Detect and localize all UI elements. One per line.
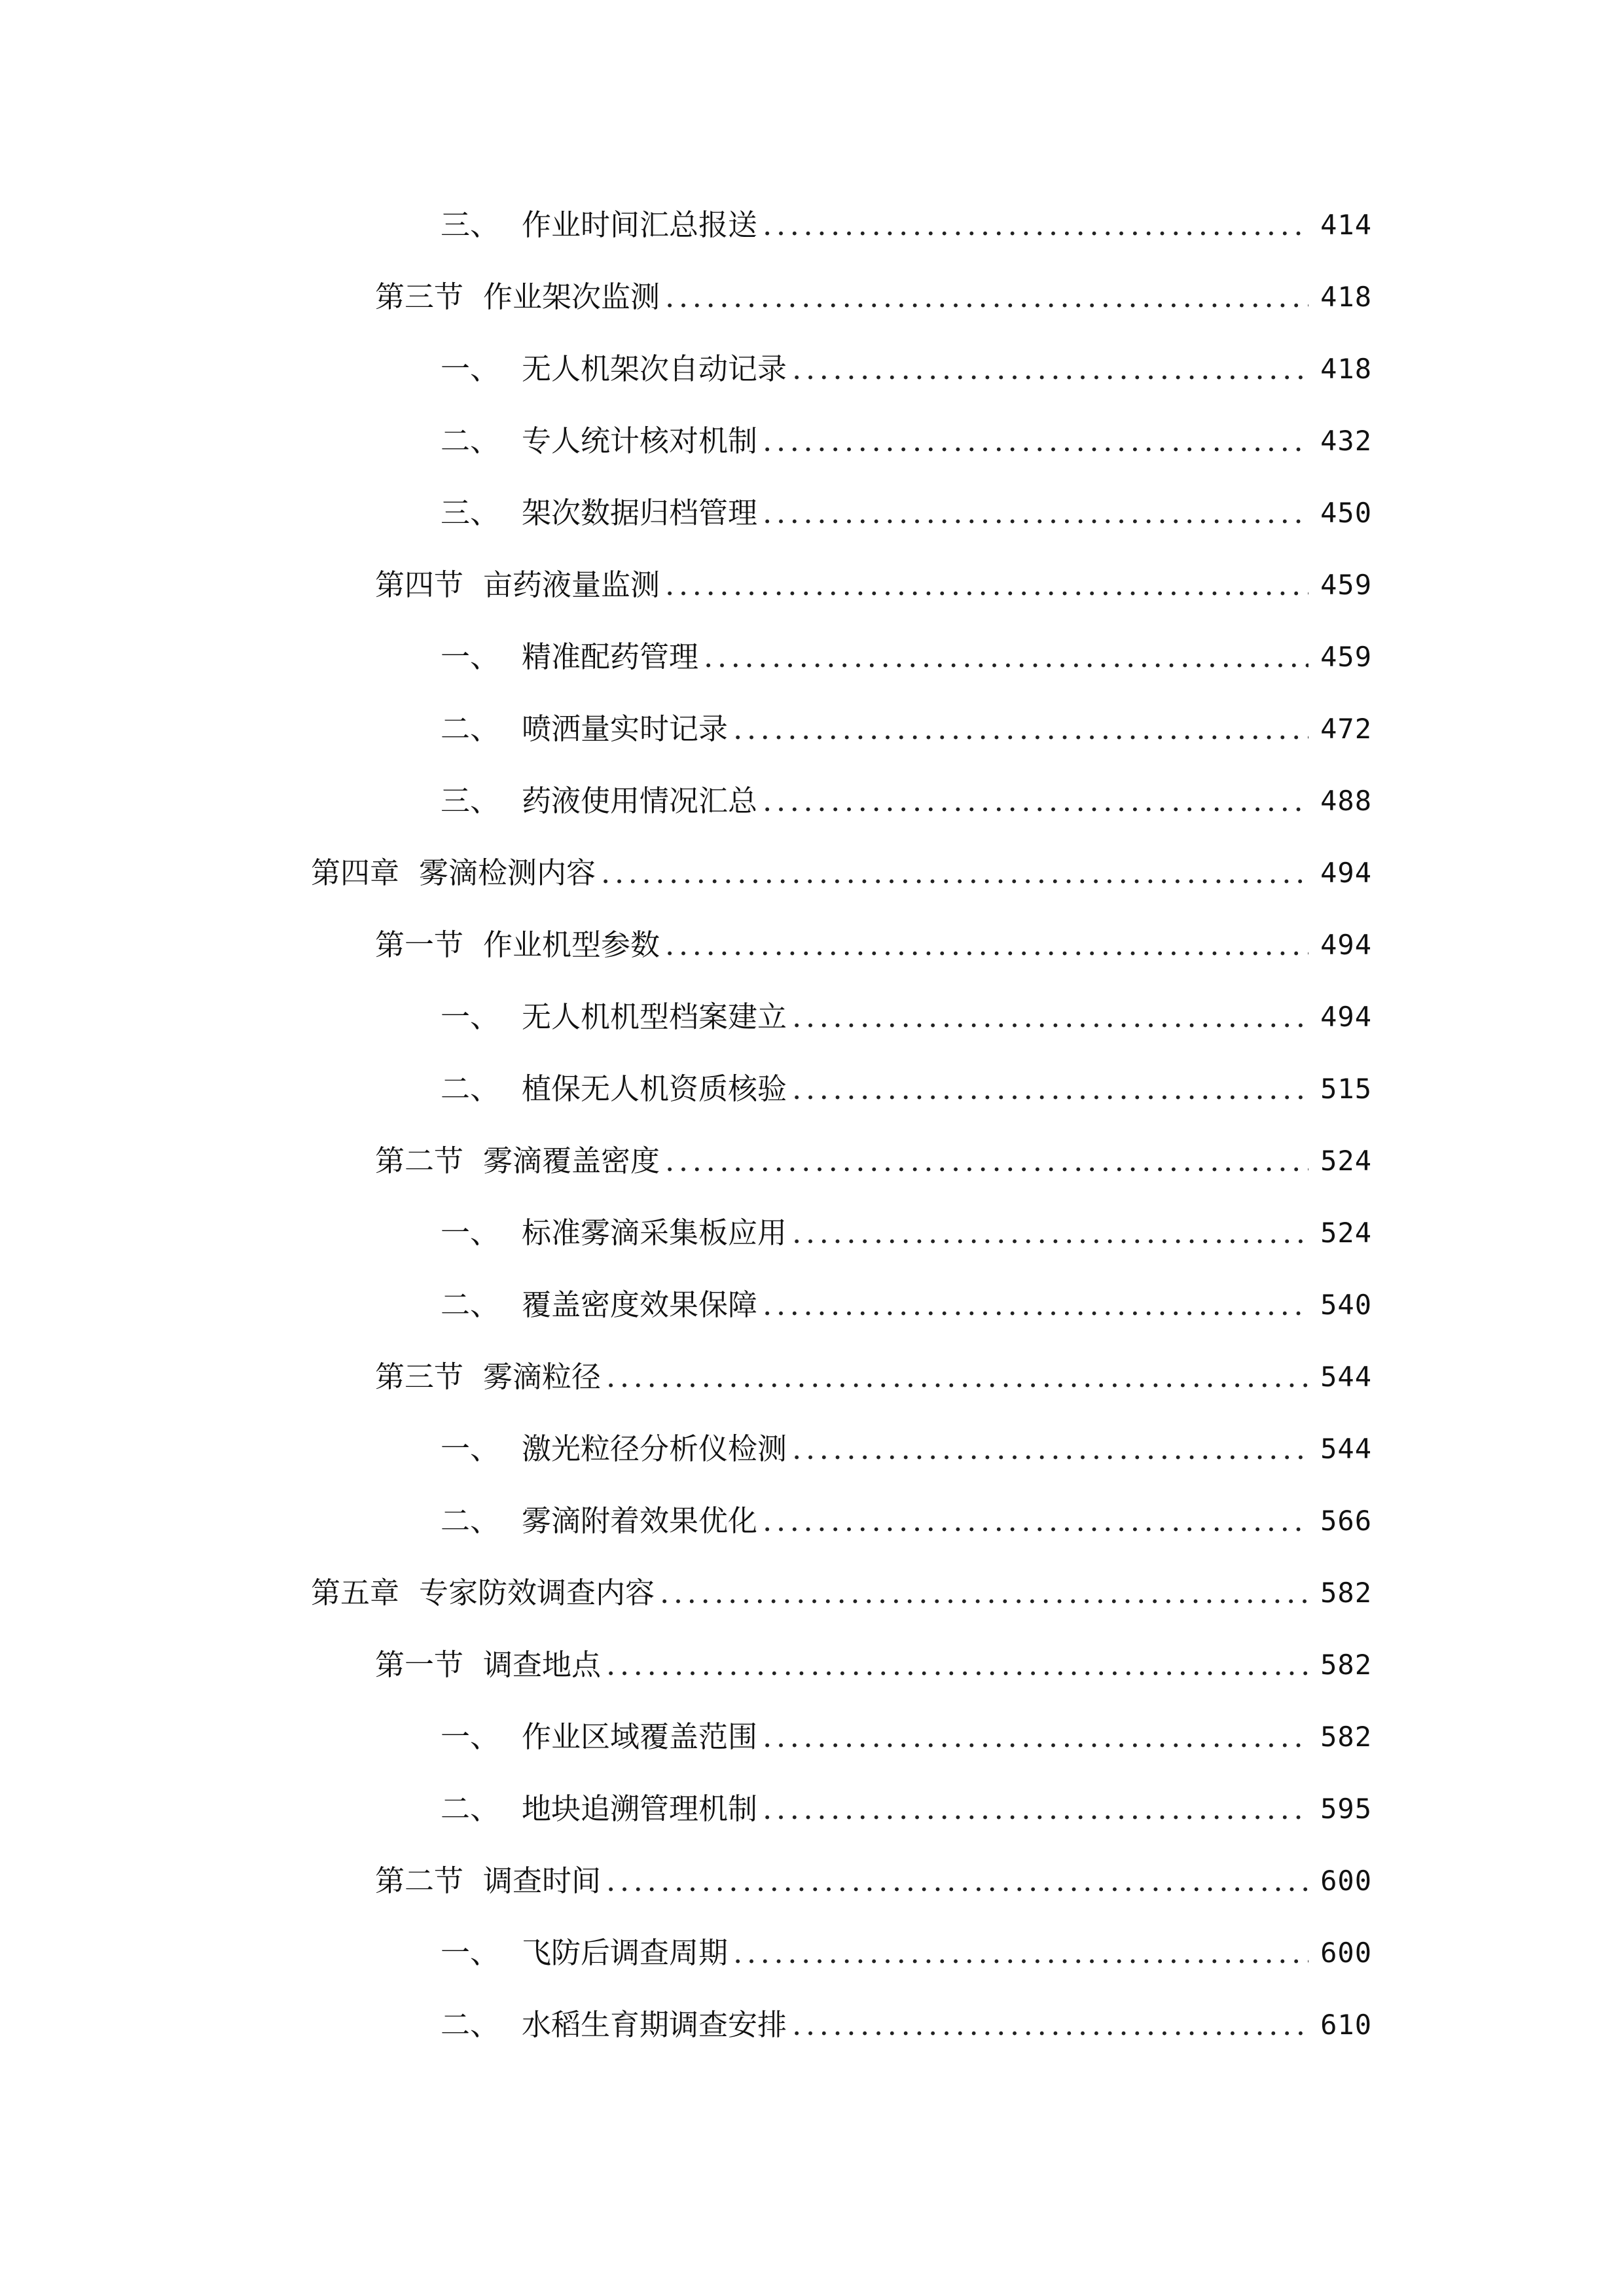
dot-leader: [792, 350, 1308, 389]
toc-entry-number: 第二节: [375, 1863, 464, 1898]
toc-entry-page: 582: [1320, 1577, 1372, 1609]
toc-entry-number: 一、: [441, 351, 500, 386]
dot-leader: [660, 1573, 1308, 1613]
toc-entry-page: 600: [1320, 1865, 1372, 1897]
toc-entry[interactable]: [441, 1272, 1372, 1325]
dot-leader: [665, 1141, 1308, 1181]
dot-leader: [665, 925, 1308, 965]
toc-entry-number: 一、: [441, 999, 500, 1034]
toc-entry[interactable]: [311, 1560, 1372, 1613]
dot-leader: [763, 1501, 1308, 1541]
toc-entry-title: 调查地点: [483, 1647, 602, 1682]
toc-entry[interactable]: [375, 912, 1372, 965]
toc-entry-number: 二、: [441, 2007, 500, 2042]
toc-entry-title: 激光粒径分析仪检测: [522, 1431, 787, 1466]
toc-entry-title: 专人统计核对机制: [522, 423, 758, 458]
toc-entry-page: 488: [1320, 785, 1372, 817]
toc-entry[interactable]: [441, 984, 1372, 1037]
toc-entry-number: 二、: [441, 423, 500, 458]
toc-entry-number: 三、: [441, 207, 500, 242]
toc-entry[interactable]: [441, 1488, 1372, 1541]
toc-entry-page: 450: [1320, 497, 1372, 529]
toc-entry-title: 雾滴粒径: [483, 1359, 602, 1394]
toc-entry-page: 544: [1320, 1361, 1372, 1393]
toc-entry-number: 一、: [441, 1431, 500, 1466]
toc-entry-title: 雾滴覆盖密度: [483, 1143, 660, 1178]
dot-leader: [763, 1285, 1308, 1325]
toc-entry[interactable]: [375, 1344, 1372, 1397]
toc-entry-number: 一、: [441, 1719, 500, 1754]
toc-entry-title: 雾滴检测内容: [419, 855, 596, 890]
toc-entry-page: 459: [1320, 641, 1372, 673]
toc-entry[interactable]: [441, 1920, 1372, 1973]
toc-entry-title: 架次数据归档管理: [522, 495, 758, 530]
toc-entry-title: 专家防效调查内容: [419, 1575, 655, 1610]
toc-entry-title: 作业机型参数: [483, 927, 660, 962]
toc-entry-title: 地块追溯管理机制: [522, 1791, 758, 1826]
toc-entry-number: 第三节: [375, 279, 464, 314]
dot-leader: [763, 422, 1308, 461]
toc-entry-number: 二、: [441, 1287, 500, 1322]
toc-entry-number: 第四章: [311, 855, 400, 890]
toc-entry-number: 第二节: [375, 1143, 464, 1178]
dot-leader: [733, 709, 1308, 749]
dot-leader: [792, 1429, 1308, 1469]
toc-entry[interactable]: [311, 840, 1372, 893]
toc-entry[interactable]: [441, 1056, 1372, 1109]
toc-entry-title: 覆盖密度效果保障: [522, 1287, 758, 1322]
dot-leader: [665, 278, 1308, 317]
dot-leader: [763, 206, 1308, 245]
toc-entry-title: 调查时间: [483, 1863, 602, 1898]
dot-leader: [792, 1069, 1308, 1109]
toc-entry-title: 雾滴附着效果优化: [522, 1503, 758, 1538]
dot-leader: [763, 1717, 1308, 1757]
toc-entry[interactable]: [375, 1632, 1372, 1685]
toc-entry-number: 第五章: [311, 1575, 400, 1610]
toc-entry-number: 第一节: [375, 1647, 464, 1682]
toc-entry[interactable]: [441, 480, 1372, 533]
toc-entry[interactable]: [441, 696, 1372, 749]
toc-entry-page: 582: [1320, 1649, 1372, 1681]
toc-entry-number: 第三节: [375, 1359, 464, 1394]
toc-entry[interactable]: [441, 1992, 1372, 2045]
toc-entry[interactable]: [375, 264, 1372, 317]
toc-entry-page: 566: [1320, 1505, 1372, 1537]
toc-entry-title: 水稻生育期调查安排: [522, 2007, 787, 2042]
toc-entry-title: 植保无人机资质核验: [522, 1071, 787, 1106]
toc-entry-page: 582: [1320, 1721, 1372, 1753]
dot-leader: [763, 781, 1308, 821]
toc-entry-title: 喷洒量实时记录: [522, 711, 729, 746]
dot-leader: [792, 997, 1308, 1037]
toc-entry-page: 540: [1320, 1289, 1372, 1321]
toc-entry-page: 544: [1320, 1433, 1372, 1465]
toc-entry-page: 494: [1320, 1001, 1372, 1033]
toc-entry-number: 二、: [441, 1503, 500, 1538]
toc-entry[interactable]: [441, 336, 1372, 389]
toc-entry-page: 524: [1320, 1217, 1372, 1249]
toc-entry-number: 一、: [441, 639, 500, 674]
toc-entry-number: 二、: [441, 711, 500, 746]
toc-entry[interactable]: [441, 1200, 1372, 1253]
toc-entry-title: 作业时间汇总报送: [522, 207, 758, 242]
toc-entry[interactable]: [441, 1776, 1372, 1829]
toc-entry[interactable]: [441, 408, 1372, 461]
toc-entry-title: 精准配药管理: [522, 639, 699, 674]
toc-entry-page: 418: [1320, 353, 1372, 385]
toc-entry[interactable]: [441, 624, 1372, 677]
dot-leader: [763, 493, 1308, 533]
toc-entry[interactable]: [441, 1704, 1372, 1757]
toc-entry-number: 三、: [441, 495, 500, 530]
toc-entry-title: 作业区域覆盖范围: [522, 1719, 758, 1754]
toc-entry-page: 595: [1320, 1793, 1372, 1825]
toc-entry[interactable]: [375, 1128, 1372, 1181]
toc-entry[interactable]: [441, 768, 1372, 821]
toc-entry-page: 515: [1320, 1073, 1372, 1105]
toc-entry-page: 414: [1320, 209, 1372, 241]
dot-leader: [733, 1933, 1308, 1973]
toc-entry[interactable]: [375, 552, 1372, 605]
dot-leader: [792, 1213, 1308, 1253]
toc-entry-number: 一、: [441, 1935, 500, 1970]
toc-entry-number: 第一节: [375, 927, 464, 962]
toc-entry-page: 494: [1320, 857, 1372, 889]
dot-leader: [763, 1789, 1308, 1829]
dot-leader: [606, 1357, 1308, 1397]
toc-entry-number: 第四节: [375, 567, 464, 602]
toc-entry-title: 无人机机型档案建立: [522, 999, 787, 1034]
toc-entry-page: 610: [1320, 2009, 1372, 2041]
toc-entry-page: 432: [1320, 425, 1372, 457]
dot-leader: [704, 637, 1308, 677]
toc-entry-title: 药液使用情况汇总: [522, 783, 758, 818]
toc-entry-page: 472: [1320, 713, 1372, 745]
toc-entry-number: 三、: [441, 783, 500, 818]
toc-entry-title: 飞防后调查周期: [522, 1935, 729, 1970]
toc-entry-number: 二、: [441, 1071, 500, 1106]
toc-entry-page: 600: [1320, 1937, 1372, 1969]
toc-entry-page: 524: [1320, 1145, 1372, 1177]
dot-leader: [665, 565, 1308, 605]
toc-entry-title: 亩药液量监测: [483, 567, 660, 602]
toc-entry-page: 459: [1320, 569, 1372, 601]
toc-entry-title: 无人机架次自动记录: [522, 351, 787, 386]
toc-entry-page: 418: [1320, 281, 1372, 313]
toc-entry[interactable]: [375, 1848, 1372, 1901]
toc-entry[interactable]: [441, 1416, 1372, 1469]
toc-entry-number: 一、: [441, 1215, 500, 1250]
dot-leader: [601, 853, 1308, 893]
dot-leader: [606, 1861, 1308, 1901]
toc-entry-number: 二、: [441, 1791, 500, 1826]
dot-leader: [792, 2005, 1308, 2045]
toc-entry-title: 标准雾滴采集板应用: [522, 1215, 787, 1250]
toc-entry-page: 494: [1320, 929, 1372, 961]
toc-entry-title: 作业架次监测: [483, 279, 660, 314]
dot-leader: [606, 1645, 1308, 1685]
toc-entry[interactable]: [441, 192, 1372, 245]
